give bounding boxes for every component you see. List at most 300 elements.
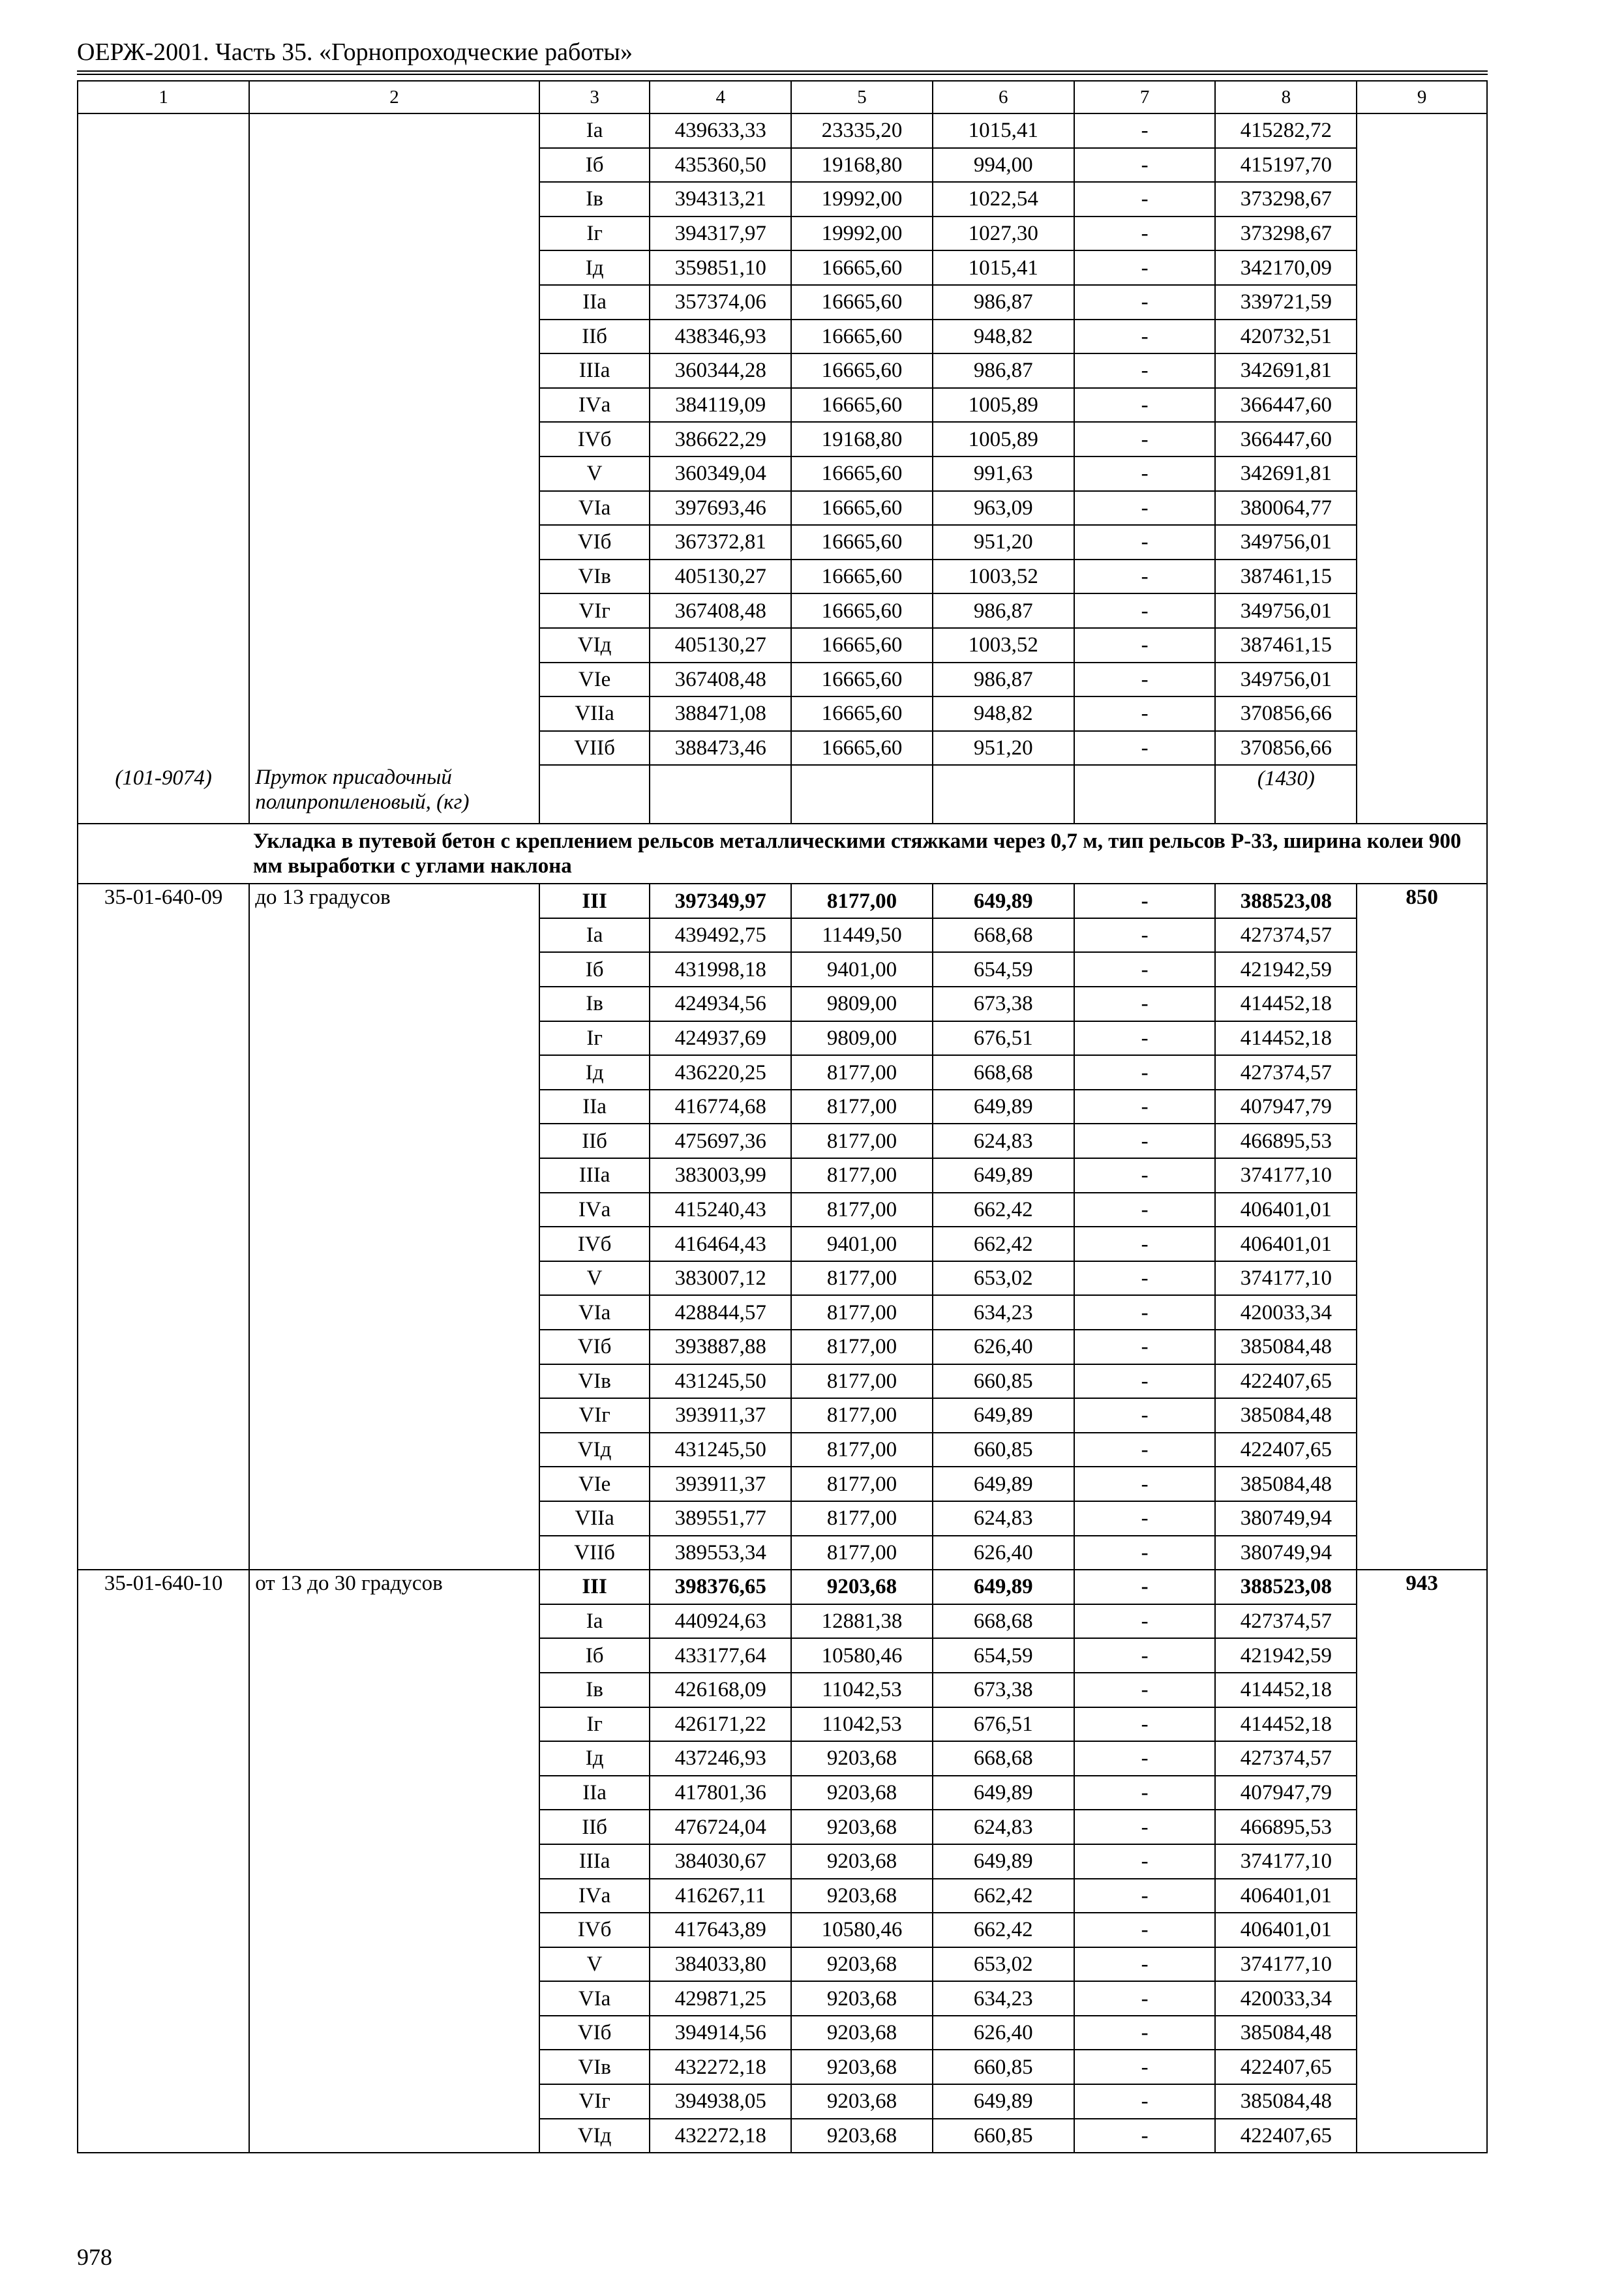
empty-cell — [78, 1330, 249, 1364]
table-row — [78, 1021, 1487, 1056]
total-cost-cell: 424934,56 — [650, 987, 791, 1021]
table-row — [78, 952, 1487, 987]
empty-cell — [249, 696, 539, 731]
table-row — [78, 1570, 1487, 1604]
machinist-wages-cell: - — [1074, 491, 1216, 526]
materials-cell: 374177,10 — [1215, 1947, 1357, 1982]
table-row — [78, 2119, 1487, 2153]
materials-cell: 427374,57 — [1215, 1055, 1357, 1090]
zone-cell: IIа — [539, 285, 650, 320]
zone-cell: III — [539, 884, 650, 918]
materials-cell: 406401,01 — [1215, 1193, 1357, 1227]
materials-cell: 407947,79 — [1215, 1090, 1357, 1124]
zone-cell: VIг — [539, 1398, 650, 1433]
materials-cell: 342691,81 — [1215, 456, 1357, 491]
machinist-wages-cell: - — [1074, 696, 1216, 731]
zone-cell: V — [539, 456, 650, 491]
empty-cell — [78, 1501, 249, 1536]
zone-cell: IVа — [539, 388, 650, 423]
zone-cell: IIа — [539, 1090, 650, 1124]
empty-cell — [249, 113, 539, 148]
empty-cell — [78, 1638, 249, 1673]
machine-cell: 948,82 — [933, 696, 1074, 731]
empty-cell — [78, 217, 249, 251]
total-cost-cell: 475697,36 — [650, 1124, 791, 1158]
materials-cell: 339721,59 — [1215, 285, 1357, 320]
empty-cell — [1357, 148, 1487, 183]
empty-cell — [78, 1021, 249, 1056]
empty-cell — [1357, 353, 1487, 388]
materials-cell: 387461,15 — [1215, 628, 1357, 663]
machinist-wages-cell: - — [1074, 560, 1216, 594]
machinist-wages-cell: - — [1074, 1433, 1216, 1467]
machine-cell: 673,38 — [933, 987, 1074, 1021]
empty-cell — [249, 628, 539, 663]
material-value: (1430) — [1215, 765, 1357, 824]
table-row — [78, 1707, 1487, 1742]
machine-cell: 673,38 — [933, 1673, 1074, 1707]
empty-cell — [1357, 593, 1487, 628]
empty-cell — [249, 1947, 539, 1982]
wages-cell: 9203,68 — [791, 1947, 933, 1982]
machine-cell: 653,02 — [933, 1261, 1074, 1296]
zone-cell: VIд — [539, 2119, 650, 2153]
total-cost-cell: 384119,09 — [650, 388, 791, 423]
empty-cell — [78, 1604, 249, 1639]
wages-cell: 16665,60 — [791, 388, 933, 423]
empty-cell — [78, 987, 249, 1021]
price-table-body — [78, 81, 1487, 2153]
machine-cell: 986,87 — [933, 285, 1074, 320]
table-row — [78, 1158, 1487, 1193]
zone-cell: VIIа — [539, 696, 650, 731]
machinist-wages-cell: - — [1074, 1364, 1216, 1399]
machinist-wages-cell: - — [1074, 320, 1216, 354]
empty-cell — [249, 1638, 539, 1673]
materials-cell: 349756,01 — [1215, 593, 1357, 628]
empty-cell — [1357, 663, 1487, 697]
empty-cell — [249, 560, 539, 594]
total-cost-cell: 394317,97 — [650, 217, 791, 251]
wages-cell: 19992,00 — [791, 182, 933, 217]
empty-cell — [249, 1227, 539, 1261]
empty-cell — [933, 765, 1074, 824]
table-row — [78, 2016, 1487, 2050]
total-cost-cell: 393911,37 — [650, 1467, 791, 1501]
wages-cell: 9203,68 — [791, 2119, 933, 2153]
empty-cell — [249, 285, 539, 320]
machinist-wages-cell: - — [1074, 1810, 1216, 1844]
machinist-wages-cell: - — [1074, 525, 1216, 560]
empty-cell — [249, 593, 539, 628]
zone-cell: VIв — [539, 560, 650, 594]
empty-cell — [78, 250, 249, 285]
column-number: 1 — [78, 81, 249, 113]
machinist-wages-cell: - — [1074, 1227, 1216, 1261]
zone-cell: VIг — [539, 2084, 650, 2119]
table-row — [78, 1673, 1487, 1707]
table-row — [78, 388, 1487, 423]
empty-cell — [1357, 2016, 1487, 2050]
machine-cell: 1022,54 — [933, 182, 1074, 217]
empty-cell — [1357, 952, 1487, 987]
zone-cell: IIб — [539, 1124, 650, 1158]
machine-cell: 991,63 — [933, 456, 1074, 491]
wages-cell: 8177,00 — [791, 1193, 933, 1227]
wages-cell: 16665,60 — [791, 250, 933, 285]
empty-cell — [78, 388, 249, 423]
empty-cell — [78, 456, 249, 491]
total-cost-cell: 405130,27 — [650, 560, 791, 594]
total-cost-cell: 432272,18 — [650, 2119, 791, 2153]
total-cost-cell: 424937,69 — [650, 1021, 791, 1056]
empty-cell — [78, 731, 249, 766]
machine-cell: 948,82 — [933, 320, 1074, 354]
materials-cell: 415282,72 — [1215, 113, 1357, 148]
total-cost-cell: 437246,93 — [650, 1741, 791, 1776]
empty-cell — [78, 1193, 249, 1227]
empty-cell — [78, 1536, 249, 1570]
table-row — [78, 320, 1487, 354]
table-row — [78, 353, 1487, 388]
empty-cell — [249, 1021, 539, 1056]
machine-cell: 1003,52 — [933, 628, 1074, 663]
work-name: до 13 градусов — [249, 884, 539, 918]
column-number: 5 — [791, 81, 933, 113]
wages-cell: 9203,68 — [791, 2084, 933, 2119]
empty-cell — [78, 182, 249, 217]
total-cost-cell: 394938,05 — [650, 2084, 791, 2119]
table-row — [78, 525, 1487, 560]
total-cost-cell: 431245,50 — [650, 1364, 791, 1399]
empty-cell — [78, 1055, 249, 1090]
materials-cell: 385084,48 — [1215, 2084, 1357, 2119]
machinist-wages-cell: - — [1074, 731, 1216, 766]
table-row — [78, 148, 1487, 183]
empty-cell — [78, 320, 249, 354]
empty-cell — [1357, 987, 1487, 1021]
empty-cell — [78, 1398, 249, 1433]
machine-cell: 660,85 — [933, 1433, 1074, 1467]
empty-cell — [78, 1261, 249, 1296]
wages-cell: 8177,00 — [791, 1398, 933, 1433]
machine-cell: 1005,89 — [933, 388, 1074, 423]
empty-cell — [1357, 1536, 1487, 1570]
empty-cell — [1357, 525, 1487, 560]
zone-cell: V — [539, 1261, 650, 1296]
empty-cell — [78, 1673, 249, 1707]
empty-cell — [1357, 1501, 1487, 1536]
empty-cell — [78, 1844, 249, 1879]
zone-cell: Iд — [539, 1055, 650, 1090]
materials-cell: 370856,66 — [1215, 731, 1357, 766]
table-row — [78, 1398, 1487, 1433]
empty-cell — [1357, 1776, 1487, 1810]
table-row — [78, 1090, 1487, 1124]
machine-cell: 963,09 — [933, 491, 1074, 526]
wages-cell: 8177,00 — [791, 1364, 933, 1399]
empty-cell — [249, 1913, 539, 1947]
wages-cell: 8177,00 — [791, 1295, 933, 1330]
machine-cell: 634,23 — [933, 1295, 1074, 1330]
empty-cell — [78, 113, 249, 148]
materials-cell: 422407,65 — [1215, 1433, 1357, 1467]
zone-cell: IIIа — [539, 1158, 650, 1193]
machine-cell: 986,87 — [933, 593, 1074, 628]
machinist-wages-cell: - — [1074, 422, 1216, 456]
materials-cell: 414452,18 — [1215, 1021, 1357, 1056]
machinist-wages-cell: - — [1074, 1707, 1216, 1742]
machinist-wages-cell: - — [1074, 250, 1216, 285]
total-cost-cell: 360344,28 — [650, 353, 791, 388]
materials-cell: 388523,08 — [1215, 884, 1357, 918]
wages-cell: 8177,00 — [791, 1536, 933, 1570]
total-cost-cell: 405130,27 — [650, 628, 791, 663]
section-title: Укладка в путевой бетон с креплением рельсов металлическими стяжками через 0,7 м, тип рельсов Р-33, ширина колеи 900 мм выработки с углами наклона — [78, 824, 1487, 884]
machinist-wages-cell: - — [1074, 1501, 1216, 1536]
empty-cell — [249, 1776, 539, 1810]
materials-cell: 373298,67 — [1215, 217, 1357, 251]
table-row — [78, 2050, 1487, 2084]
empty-cell — [1357, 731, 1487, 766]
materials-cell: 374177,10 — [1215, 1844, 1357, 1879]
empty-cell — [78, 525, 249, 560]
wages-cell: 8177,00 — [791, 1090, 933, 1124]
machinist-wages-cell: - — [1074, 148, 1216, 183]
zone-cell: IIб — [539, 320, 650, 354]
machinist-wages-cell: - — [1074, 2119, 1216, 2153]
empty-cell — [1357, 1227, 1487, 1261]
empty-cell — [249, 1193, 539, 1227]
materials-cell: 380749,94 — [1215, 1501, 1357, 1536]
empty-cell — [1357, 1364, 1487, 1399]
empty-cell — [249, 987, 539, 1021]
machinist-wages-cell: - — [1074, 1913, 1216, 1947]
machinist-wages-cell: - — [1074, 1090, 1216, 1124]
table-row — [78, 285, 1487, 320]
wages-cell: 9203,68 — [791, 1776, 933, 1810]
table-row — [78, 491, 1487, 526]
wages-cell: 11042,53 — [791, 1707, 933, 1742]
table-row — [78, 1433, 1487, 1467]
machine-cell: 626,40 — [933, 1330, 1074, 1364]
machine-cell: 624,83 — [933, 1124, 1074, 1158]
machine-cell: 649,89 — [933, 884, 1074, 918]
total-cost-cell: 359851,10 — [650, 250, 791, 285]
machine-cell: 649,89 — [933, 1467, 1074, 1501]
zone-cell: IIб — [539, 1810, 650, 1844]
materials-cell: 385084,48 — [1215, 1467, 1357, 1501]
table-row — [78, 1501, 1487, 1536]
machine-cell: 660,85 — [933, 2119, 1074, 2153]
empty-cell — [539, 765, 650, 824]
empty-cell — [1357, 1261, 1487, 1296]
empty-cell — [249, 731, 539, 766]
empty-cell — [249, 1055, 539, 1090]
machinist-wages-cell: - — [1074, 593, 1216, 628]
machine-cell: 1015,41 — [933, 113, 1074, 148]
total-cost-cell: 386622,29 — [650, 422, 791, 456]
empty-cell — [249, 1707, 539, 1742]
column-number-row — [78, 81, 1487, 113]
wages-cell: 16665,60 — [791, 320, 933, 354]
materials-cell: 420732,51 — [1215, 320, 1357, 354]
price-table — [77, 80, 1488, 2153]
total-cost-cell: 397349,97 — [650, 884, 791, 918]
empty-cell — [1357, 1021, 1487, 1056]
materials-cell: 349756,01 — [1215, 525, 1357, 560]
total-cost-cell: 417801,36 — [650, 1776, 791, 1810]
table-row — [78, 593, 1487, 628]
machine-cell: 624,83 — [933, 1810, 1074, 1844]
empty-cell — [1357, 1330, 1487, 1364]
empty-cell — [78, 2050, 249, 2084]
machinist-wages-cell: - — [1074, 663, 1216, 697]
empty-cell — [249, 2084, 539, 2119]
empty-cell — [249, 388, 539, 423]
table-row — [78, 884, 1487, 918]
machinist-wages-cell: - — [1074, 285, 1216, 320]
empty-cell — [78, 285, 249, 320]
total-cost-cell: 431998,18 — [650, 952, 791, 987]
empty-cell — [78, 1295, 249, 1330]
machinist-wages-cell: - — [1074, 456, 1216, 491]
machinist-wages-cell: - — [1074, 1673, 1216, 1707]
zone-cell: Iа — [539, 1604, 650, 1639]
table-row — [78, 1261, 1487, 1296]
table-row — [78, 1947, 1487, 1982]
rate-code: 35-01-640-10 — [78, 1570, 249, 1604]
table-row — [78, 217, 1487, 251]
wages-cell: 16665,60 — [791, 696, 933, 731]
wages-cell: 11042,53 — [791, 1673, 933, 1707]
empty-cell — [1357, 1707, 1487, 1742]
machine-cell: 654,59 — [933, 1638, 1074, 1673]
wages-cell: 12881,38 — [791, 1604, 933, 1639]
zone-cell: IVа — [539, 1193, 650, 1227]
total-cost-cell: 384033,80 — [650, 1947, 791, 1982]
empty-cell — [249, 1844, 539, 1879]
total-cost-cell: 433177,64 — [650, 1638, 791, 1673]
table-row — [78, 182, 1487, 217]
machinist-wages-cell: - — [1074, 1879, 1216, 1913]
materials-cell: 407947,79 — [1215, 1776, 1357, 1810]
machinist-wages-cell: - — [1074, 217, 1216, 251]
empty-cell — [1357, 1467, 1487, 1501]
total-cost-cell: 429871,25 — [650, 1981, 791, 2016]
materials-cell: 427374,57 — [1215, 1604, 1357, 1639]
wages-cell: 8177,00 — [791, 1330, 933, 1364]
machine-cell: 668,68 — [933, 1604, 1074, 1639]
total-cost-cell: 383007,12 — [650, 1261, 791, 1296]
machinist-wages-cell: - — [1074, 1398, 1216, 1433]
table-row — [78, 1227, 1487, 1261]
machine-cell: 649,89 — [933, 1158, 1074, 1193]
wages-cell: 8177,00 — [791, 1158, 933, 1193]
total-cost-cell: 398376,65 — [650, 1570, 791, 1604]
wages-cell: 9203,68 — [791, 1741, 933, 1776]
zone-cell: VIб — [539, 2016, 650, 2050]
wages-cell: 8177,00 — [791, 1261, 933, 1296]
zone-cell: VIб — [539, 525, 650, 560]
wages-cell: 16665,60 — [791, 593, 933, 628]
column-number: 8 — [1215, 81, 1357, 113]
empty-cell — [249, 182, 539, 217]
table-row — [78, 113, 1487, 148]
machine-cell: 668,68 — [933, 918, 1074, 953]
total-cost-cell: 367372,81 — [650, 525, 791, 560]
table-row — [78, 1913, 1487, 1947]
total-cost-cell: 394313,21 — [650, 182, 791, 217]
total-cost-cell: 397693,46 — [650, 491, 791, 526]
machinist-wages-cell: - — [1074, 1776, 1216, 1810]
table-row — [78, 731, 1487, 766]
materials-cell: 374177,10 — [1215, 1158, 1357, 1193]
machinist-wages-cell: - — [1074, 1536, 1216, 1570]
empty-cell — [249, 1398, 539, 1433]
empty-cell — [249, 217, 539, 251]
empty-cell — [78, 1090, 249, 1124]
column-number: 7 — [1074, 81, 1216, 113]
table-row — [78, 1055, 1487, 1090]
machine-cell: 676,51 — [933, 1021, 1074, 1056]
machine-cell: 994,00 — [933, 148, 1074, 183]
empty-cell — [1357, 1295, 1487, 1330]
machinist-wages-cell: - — [1074, 1193, 1216, 1227]
materials-cell: 366447,60 — [1215, 422, 1357, 456]
materials-cell: 427374,57 — [1215, 918, 1357, 953]
empty-cell — [249, 1467, 539, 1501]
empty-cell — [78, 1467, 249, 1501]
wages-cell: 19992,00 — [791, 217, 933, 251]
zone-cell: Iг — [539, 1707, 650, 1742]
empty-cell — [78, 560, 249, 594]
column-number: 9 — [1357, 81, 1487, 113]
machine-cell: 1005,89 — [933, 422, 1074, 456]
empty-cell — [78, 353, 249, 388]
empty-cell — [1357, 1947, 1487, 1982]
empty-cell — [249, 1330, 539, 1364]
empty-cell — [78, 1227, 249, 1261]
empty-cell — [1357, 320, 1487, 354]
zone-cell: VIв — [539, 1364, 650, 1399]
empty-cell — [78, 593, 249, 628]
empty-cell — [249, 1981, 539, 2016]
machine-cell: 660,85 — [933, 1364, 1074, 1399]
empty-cell — [650, 765, 791, 824]
empty-cell — [1357, 1741, 1487, 1776]
machine-cell: 1027,30 — [933, 217, 1074, 251]
wages-cell: 9203,68 — [791, 2016, 933, 2050]
materials-cell: 406401,01 — [1215, 1913, 1357, 1947]
empty-cell — [78, 1981, 249, 2016]
zone-cell: IIа — [539, 1776, 650, 1810]
table-row — [78, 1193, 1487, 1227]
wages-cell: 10580,46 — [791, 1638, 933, 1673]
empty-cell — [1357, 1913, 1487, 1947]
materials-cell: 388523,08 — [1215, 1570, 1357, 1604]
empty-cell — [1357, 2050, 1487, 2084]
total-cost-cell: 394914,56 — [650, 2016, 791, 2050]
empty-cell — [1357, 765, 1487, 824]
machinist-wages-cell: - — [1074, 1604, 1216, 1639]
empty-cell — [1357, 491, 1487, 526]
table-row — [78, 1330, 1487, 1364]
machinist-wages-cell: - — [1074, 918, 1216, 953]
total-cost-cell: 435360,50 — [650, 148, 791, 183]
wages-cell: 8177,00 — [791, 1055, 933, 1090]
total-cost-cell: 432272,18 — [650, 2050, 791, 2084]
